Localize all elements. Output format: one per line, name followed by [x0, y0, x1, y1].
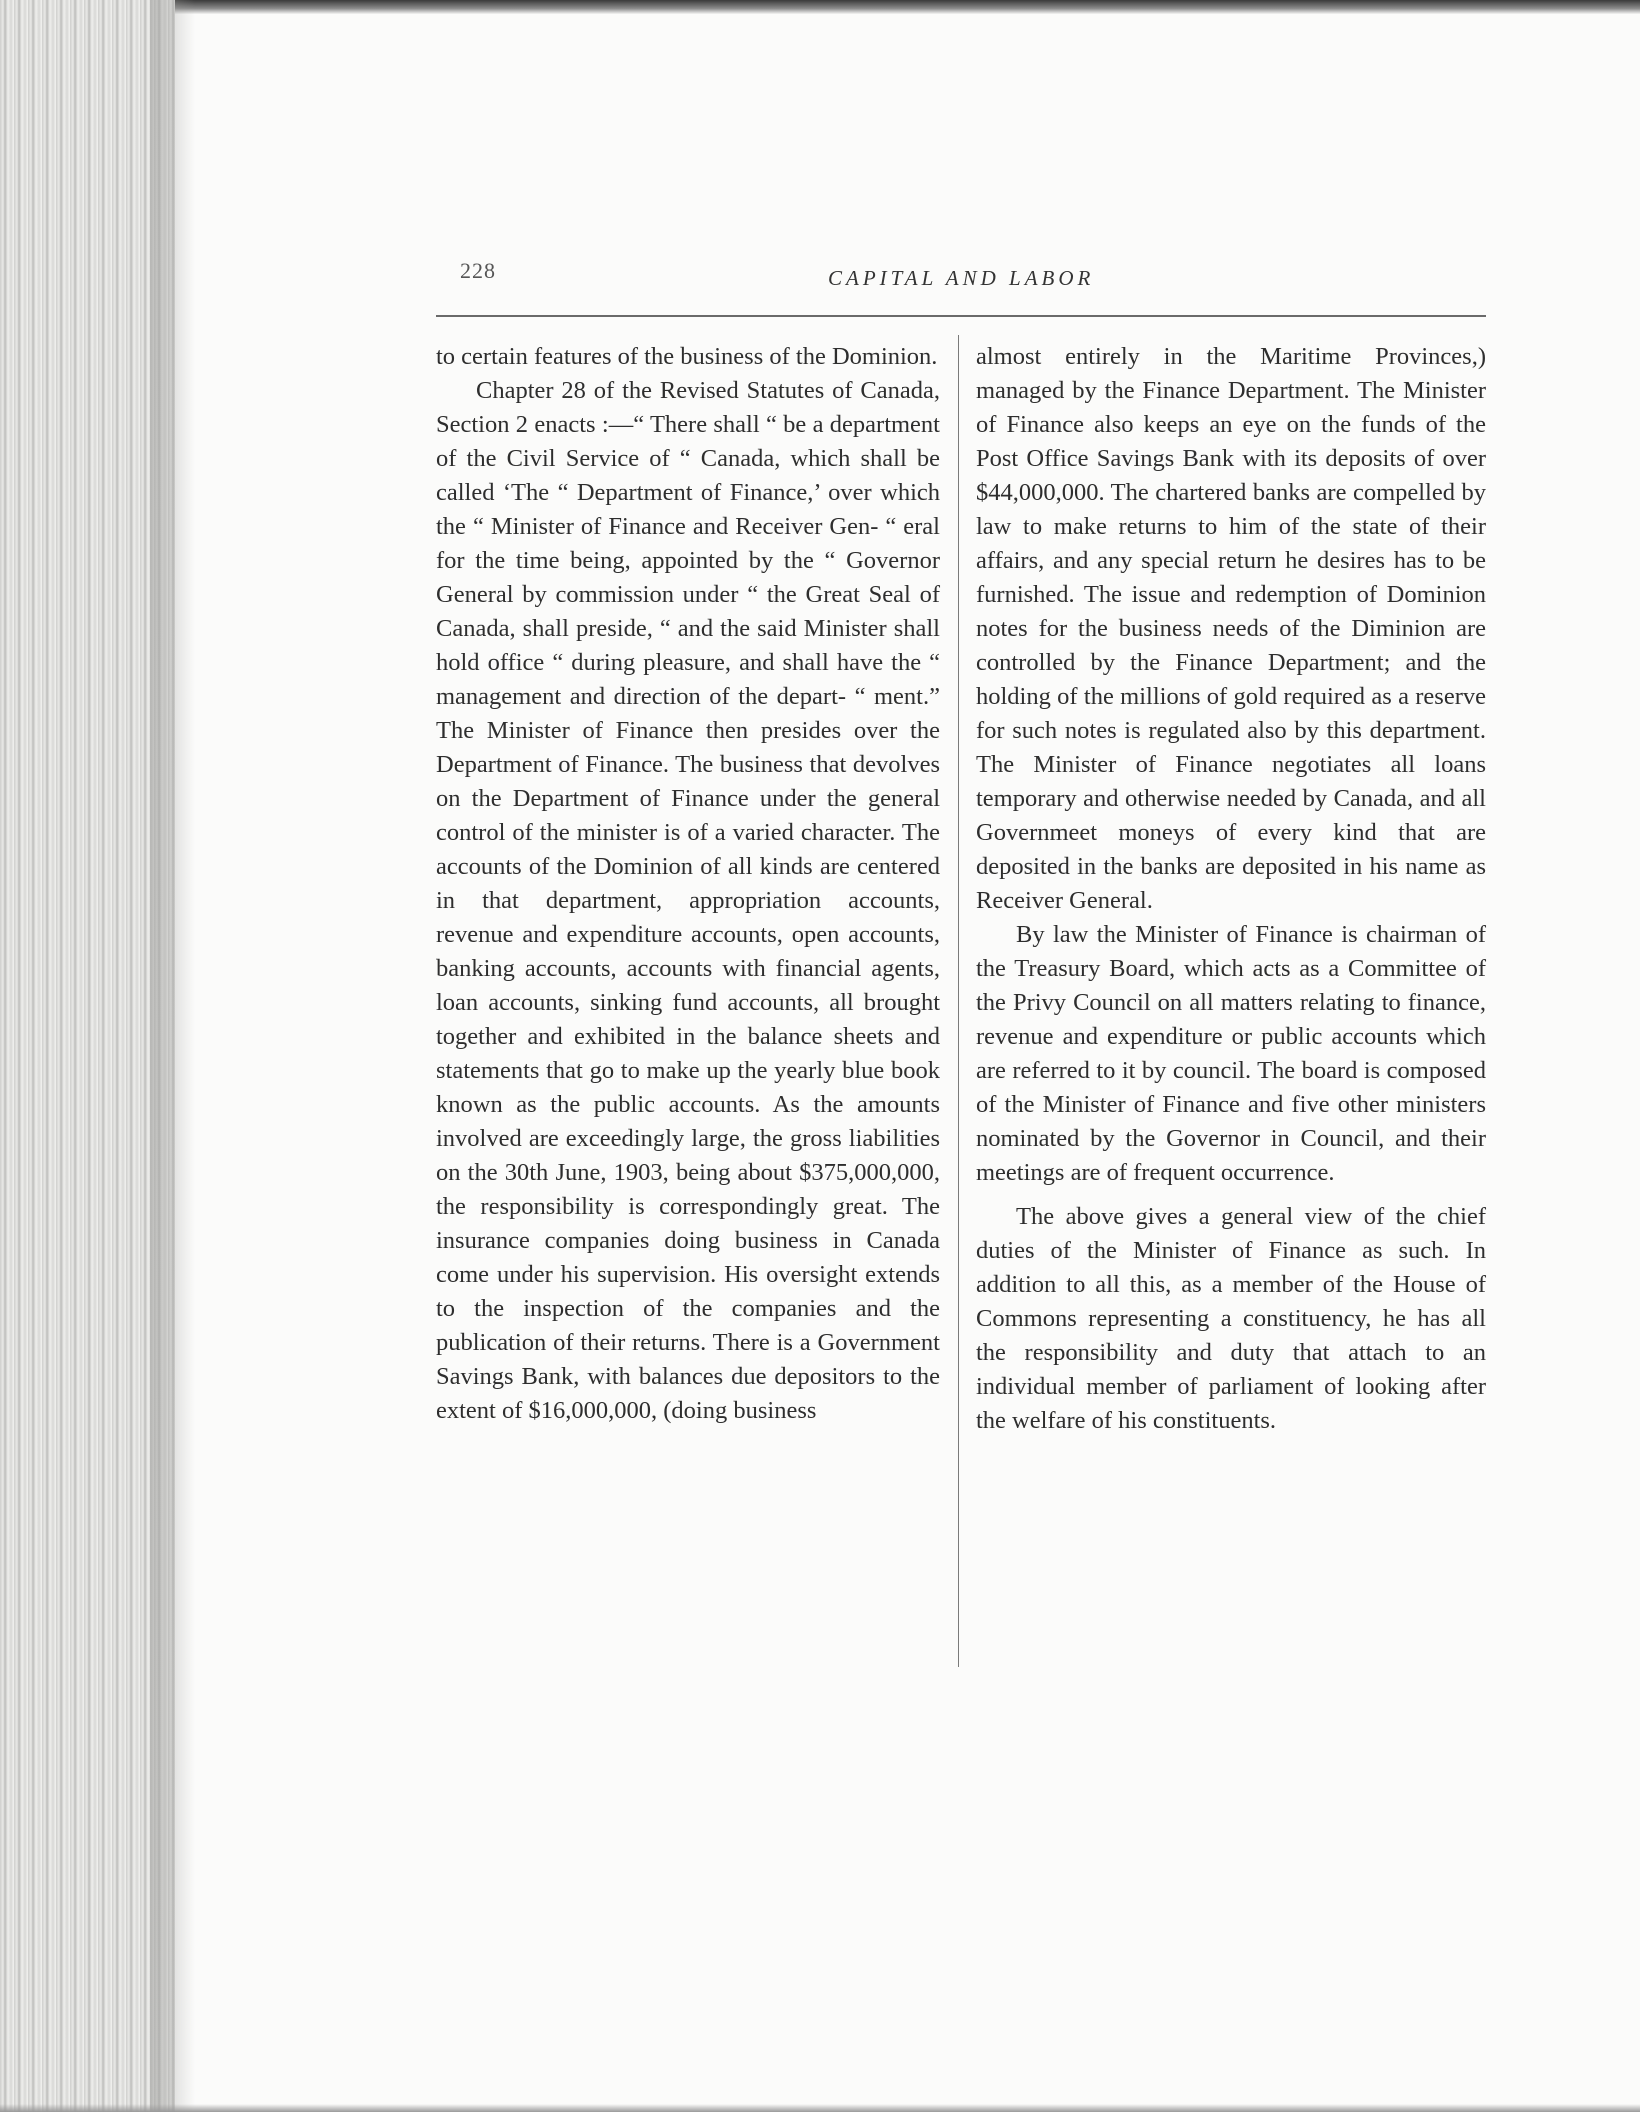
running-head: [436, 256, 1486, 296]
left-column: [436, 340, 940, 1428]
left-paragraph-2: Chapter 28 of the Revised Statutes of Canada, Section 2 enacts :—“ There shall “ be a department of the Civil Service of “ Canada, which shall be called ‘The “ Department of Finance,’ over which the “ Minister of Finance and Receiver Gen- “ eral for the time being, appointed by the “ Governor General by commission under “ the Great Seal of Canada, shall preside, “ and the said Minister shall hold office “ during pleasure, and shall have the “ management and direction of the depart- “ ment.” The Minister of Finance then presides over the Department of Finance. The business that devolves on the Department of Finance under the general control of the minister is of a varied character. The accounts of the Dominion of all kinds are centered in that department, appropriation accounts, revenue and expenditure accounts, open accounts, banking accounts, accounts with financial agents, loan accounts, sinking fund accounts, all brought together and exhibited in the balance sheets and statements that go to make up the yearly blue book known as the public accounts. As the amounts involved are exceedingly large, the gross liabilities on the 30th June, 1903, being about $375,000,000, the responsibility is correspondingly great. The insurance companies doing business in Canada come under his supervision. His oversight extends to the inspection of the companies and the publication of their returns. There is a Government Savings Bank, with balances due depositors to the extent of $16,000,000, (doing business: [436, 377, 940, 1424]
right-column: [976, 340, 1486, 1438]
book-spine-edge: [0, 0, 175, 2112]
spine-shadow: [150, 0, 195, 2112]
header-rule: [436, 315, 1486, 317]
scan-bottom-edge: [0, 2104, 1640, 2112]
column-divider: [958, 335, 959, 1667]
left-paragraph-1: to certain features of the business of the Dominion.: [436, 343, 938, 370]
right-paragraph-2: By law the Minister of Finance is chairman of the Treasury Board, which acts as a Committee of the Privy Council on all matters relating to finance, revenue and expenditure or public accounts which are referred to it by council. The board is composed of the Minister of Finance and five other ministers nominated by the Governor in Council, and their meetings are of frequent occurrence.: [976, 921, 1486, 1186]
running-title: CAPITAL AND LABOR: [828, 266, 1095, 290]
scan-top-edge: [0, 0, 1640, 14]
right-paragraph-3: The above gives a general view of the chief duties of the Minister of Finance as such. In addition to all this, as a member of the House of Commons representing a constituency, he has all the responsibility and duty that attach to an individual member of parliament of looking after the welfare of his constituents.: [976, 1203, 1486, 1434]
right-paragraph-1: almost entirely in the Maritime Provinces,) managed by the Finance Department. The Minister of Finance also keeps an eye on the funds of the Post Office Savings Bank with its deposits of over $44,000,000. The chartered banks are compelled by law to make returns to him of the state of their affairs, and any special return he desires has to be furnished. The issue and redemption of Dominion notes for the business needs of the Diminion are controlled by the Finance Department; and the holding of the millions of gold required as a reserve for such notes is regulated also by this department. The Minister of Finance negotiates all loans temporary and otherwise needed by Canada, and all Governmeet moneys of every kind that are deposited in the banks are deposited in his name as Receiver General.: [976, 343, 1486, 914]
page-number: 228: [460, 258, 496, 283]
